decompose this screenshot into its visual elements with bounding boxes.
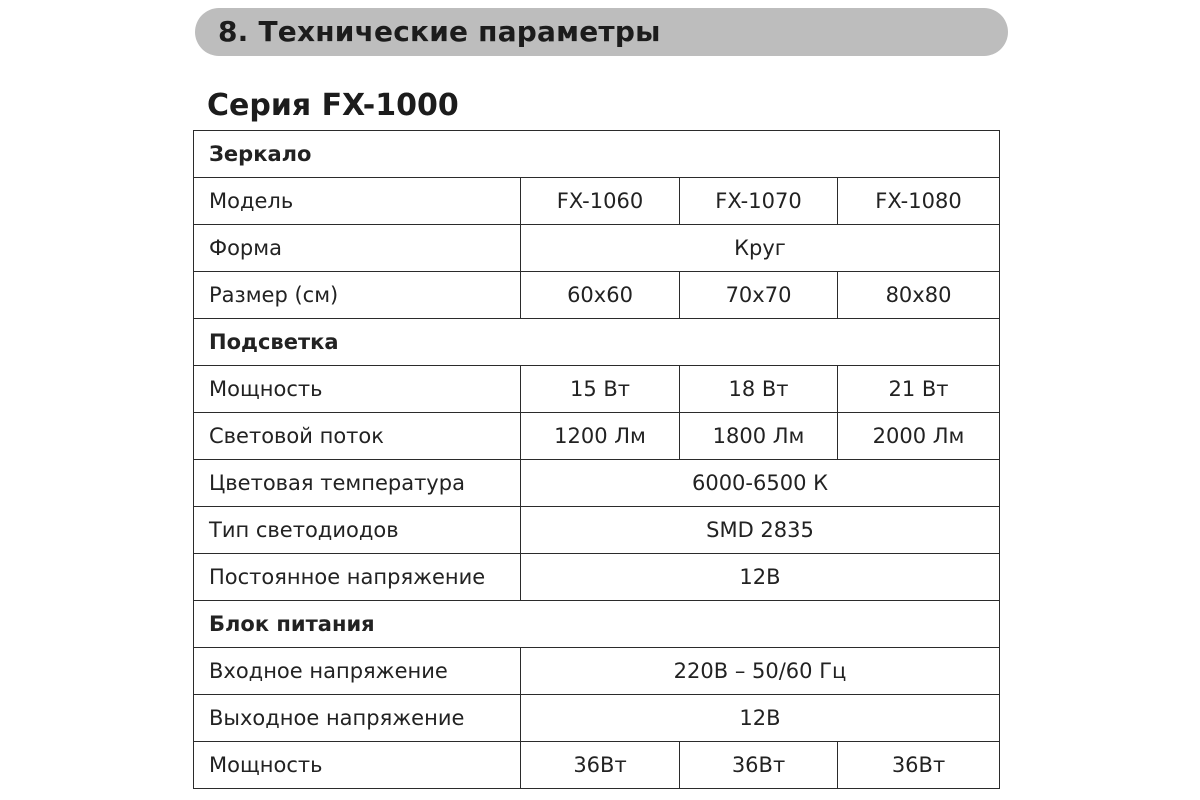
row-label: Размер (см) [194,272,521,319]
cell-value: 36Вт [521,742,680,789]
cell-value: 2000 Лм [838,413,1000,460]
cell-value-merged: 12В [521,554,1000,601]
cell-value: 1800 Лм [680,413,838,460]
cell-value: 36Вт [680,742,838,789]
row-label: Постоянное напряжение [194,554,521,601]
cell-value: 21 Вт [838,366,1000,413]
table-row [194,413,1000,460]
table-row [194,225,1000,272]
section-title-power-supply: Блок питания [194,601,1000,648]
table-row [194,648,1000,695]
series-title: Серия FX-1000 [207,88,459,123]
cell-value: 18 Вт [680,366,838,413]
table-row [194,507,1000,554]
spec-table [193,130,1000,789]
cell-value-merged: 220В – 50/60 Гц [521,648,1000,695]
row-label: Тип светодиодов [194,507,521,554]
table-row [194,272,1000,319]
section-heading: 8. Технические параметры [218,15,661,48]
table-section-row [194,319,1000,366]
section-title-mirror: Зеркало [194,131,1000,178]
cell-value-merged: Круг [521,225,1000,272]
row-label: Мощность [194,366,521,413]
row-label: Входное напряжение [194,648,521,695]
table-row [194,366,1000,413]
table-row [194,554,1000,601]
cell-value: 60x60 [521,272,680,319]
cell-value: 1200 Лм [521,413,680,460]
section-title-lighting: Подсветка [194,319,1000,366]
table-row [194,178,1000,225]
row-label: Световой поток [194,413,521,460]
cell-value: FX-1060 [521,178,680,225]
cell-value: 36Вт [838,742,1000,789]
table-section-row [194,131,1000,178]
cell-value-merged: 6000-6500 К [521,460,1000,507]
row-label: Выходное напряжение [194,695,521,742]
row-label: Модель [194,178,521,225]
table-row [194,742,1000,789]
cell-value-merged: 12В [521,695,1000,742]
table-row [194,460,1000,507]
table-section-row [194,601,1000,648]
cell-value: 80x80 [838,272,1000,319]
cell-value: FX-1070 [680,178,838,225]
row-label: Цветовая температура [194,460,521,507]
cell-value: 15 Вт [521,366,680,413]
row-label: Форма [194,225,521,272]
cell-value: FX-1080 [838,178,1000,225]
cell-value-merged: SMD 2835 [521,507,1000,554]
row-label: Мощность [194,742,521,789]
table-row [194,695,1000,742]
cell-value: 70x70 [680,272,838,319]
